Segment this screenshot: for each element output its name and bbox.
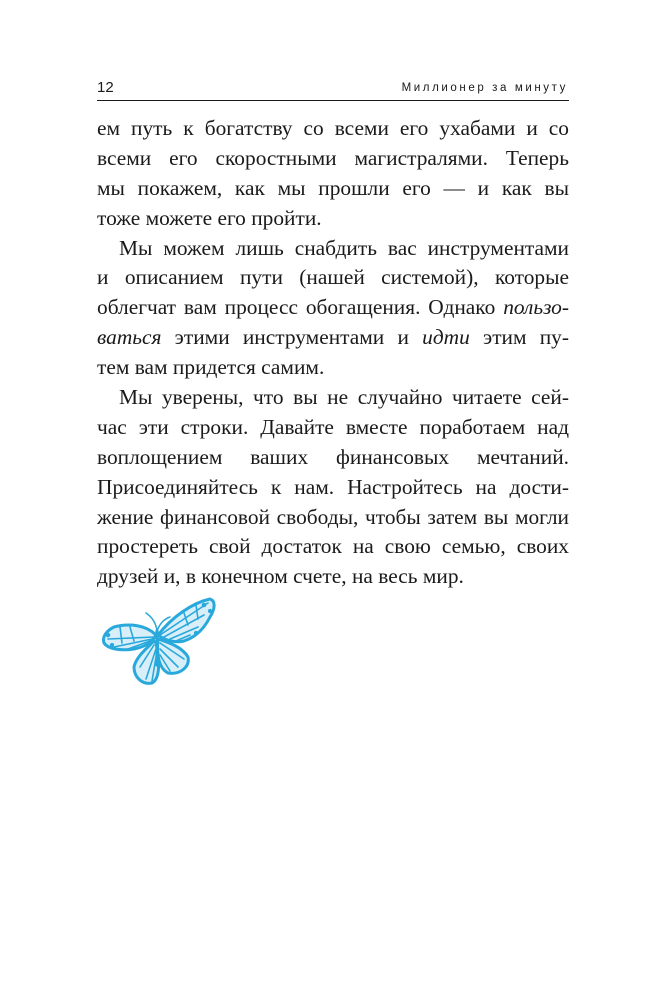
text-line: мы покажем, как мы прошли его — и как вы <box>97 175 569 200</box>
running-head <box>97 78 569 101</box>
page-number: 12 <box>97 79 114 96</box>
text-line: всеми его скоростными магистралями. Теперь <box>97 145 569 170</box>
text-line <box>97 293 569 323</box>
paragraph-3 <box>97 383 569 592</box>
paragraph-2 <box>97 234 569 383</box>
text-line: тем вам придется самим. <box>97 355 325 380</box>
butterfly-icon <box>100 595 222 691</box>
text-line <box>97 323 569 353</box>
paragraph-1 <box>97 114 569 234</box>
body-text <box>97 114 569 592</box>
text-line: воплощением ваших финансовых мечтаний. <box>97 444 569 469</box>
text-run: этими инструментами и <box>161 325 423 350</box>
text-run: облегчат вам процесс обогащения. Однако <box>97 295 504 320</box>
text-line: и описанием пути (нашей системой), которые <box>97 265 569 290</box>
italic-run: пользо- <box>503 295 569 320</box>
text-line: Мы уверены, что вы не случайно читаете сей- <box>119 385 569 410</box>
text-run: этим пу- <box>469 325 569 350</box>
text-line: тоже можете его пройти. <box>97 205 322 230</box>
text-line: ем путь к богатству со всеми его ухабами и со <box>97 116 569 140</box>
text-line: Мы можем лишь снабдить вас инструментами <box>119 235 569 260</box>
italic-run: идти <box>422 325 470 350</box>
text-line: Присоединяйтесь к нам. Настройтесь на дости- <box>97 474 569 499</box>
text-line: час эти строки. Давайте вместе поработаем над <box>97 414 569 439</box>
text-line: жение финансовой свободы, чтобы затем вы могли <box>97 504 569 529</box>
text-line: простереть свой достаток на свою семью, своих <box>97 534 569 559</box>
text-line: друзей и, в конечном счете, на весь мир. <box>97 564 464 589</box>
running-title: Миллионер за минуту <box>401 82 568 94</box>
italic-run: ваться <box>97 325 162 350</box>
